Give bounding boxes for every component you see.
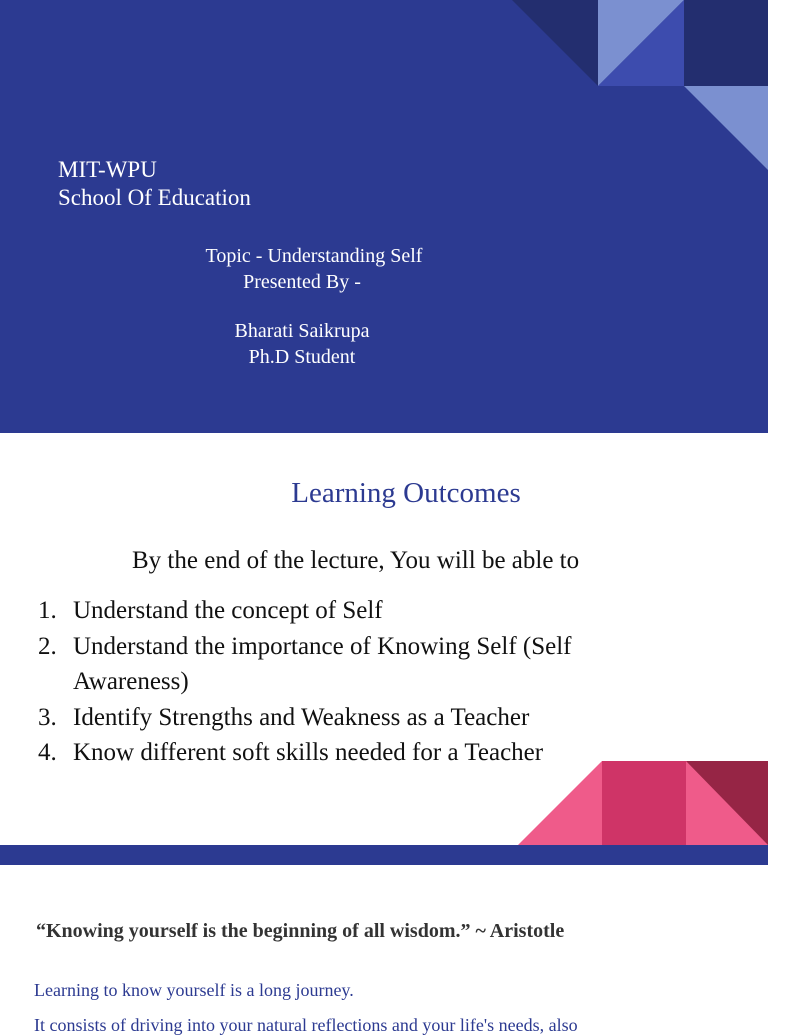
- quote-slide: [0, 865, 768, 1035]
- list-item: [38, 735, 678, 771]
- journey-text: Learning to know yourself is a long journey.: [34, 980, 354, 1000]
- item-text: Know different soft skills needed for a Teacher: [73, 739, 544, 766]
- outcomes-list: [38, 593, 678, 771]
- item-text: Understand the importance of Knowing Self (Self Awareness): [73, 632, 572, 695]
- list-item: [38, 629, 678, 700]
- item-number: 4.: [38, 739, 57, 766]
- item-number: 2.: [38, 632, 57, 660]
- dark-triangle-shape: [512, 0, 598, 86]
- dark-square-shape: [684, 0, 768, 86]
- pink-triangle-shape: [518, 761, 602, 845]
- magenta-square-shape: [602, 761, 686, 845]
- topic-line: Topic - Understanding Self: [205, 245, 423, 267]
- list-item: [38, 700, 678, 736]
- presented-by-label: Presented By -: [243, 271, 361, 293]
- list-item: [38, 593, 678, 629]
- aristotle-quote: “Knowing yourself is the beginning of all wisdom.” ~ Aristotle: [36, 920, 565, 942]
- presenter-role: Ph.D Student: [248, 346, 356, 368]
- slide-title: Learning Outcomes: [291, 477, 521, 509]
- item-text: Identify Strengths and Weakness as a Teacher: [73, 703, 530, 731]
- intro-text: By the end of the lecture, You will be able to: [132, 547, 580, 574]
- school-name: School Of Education: [58, 185, 251, 210]
- presenter-name: Bharati Saikrupa: [234, 320, 370, 342]
- title-slide: [0, 0, 768, 433]
- slide-divider-band: [0, 845, 768, 865]
- item-text: Understand the concept of Self: [73, 597, 383, 624]
- org-name: MIT-WPU: [58, 157, 157, 182]
- item-number: 3.: [38, 703, 57, 731]
- item-number: 1.: [38, 597, 57, 624]
- light-corner-triangle-shape: [684, 86, 768, 170]
- body-text: It consists of driving into your natural reflections and your life's needs, also: [34, 1015, 578, 1035]
- learning-outcomes-slide: [0, 433, 768, 845]
